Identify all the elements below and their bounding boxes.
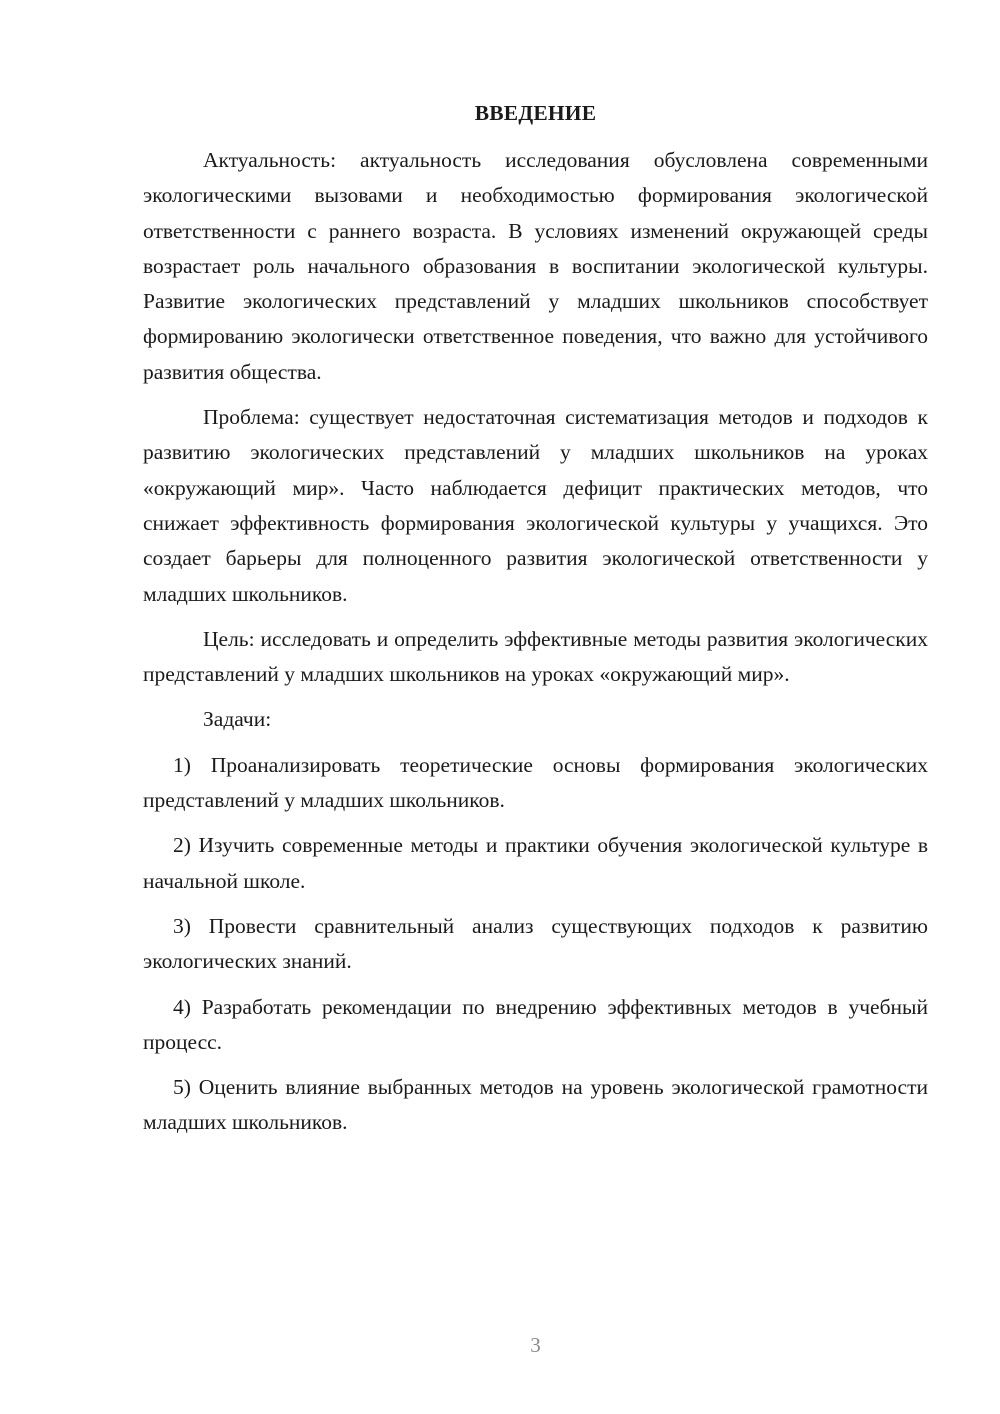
page-number: 3 (530, 1333, 541, 1357)
paragraph-relevance: Актуальность: актуальность исследования обусловлена современными экологическими вызовами и необходимостью формирования экологической ответственности с раннего возраста. В условиях изменений окружающей среды возрастает роль начального образования в воспитании экологической культуры. Развитие экологических представлений у младших школьников способствует формированию экологически ответственное поведения, что важно для устойчивого развития общества. (143, 148, 928, 384)
document-page (143, 96, 928, 1141)
tasks-label: Задачи: (203, 707, 272, 732)
section-title: ВВЕДЕНИЕ (474, 101, 597, 125)
tasks-list (143, 748, 928, 1141)
task-item: 4) Разработать рекомендации по внедрению эффективных методов в учебный процесс. (143, 994, 928, 1054)
paragraph-goal: Цель: исследовать и определить эффективные методы развития экологических представлений у младших школьников на уроках «окружающий мир». (143, 626, 928, 687)
task-item: 1) Проанализировать теоретические основы формирования экологических представлений у младших школьников. (143, 752, 928, 813)
paragraph-problem: Проблема: существует недостаточная систематизация методов и подходов к развитию экологических представлений у младших школьников на уроках «окружающий мир». Часто наблюдается дефицит практических методов, что снижает эффективность формирования экологической культуры у учащихся. Это создает барьеры для полноценного развития экологической ответственности у младших школьников. (143, 405, 928, 606)
task-item: 3) Провести сравнительный анализ существующих подходов к развитию экологических знаний. (143, 913, 928, 974)
task-item: 2) Изучить современные методы и практики обучения экологической культуре в начальной школе. (143, 833, 928, 893)
task-item: 5) Оценить влияние выбранных методов на уровень экологической грамотности младших школьников. (143, 1075, 928, 1135)
